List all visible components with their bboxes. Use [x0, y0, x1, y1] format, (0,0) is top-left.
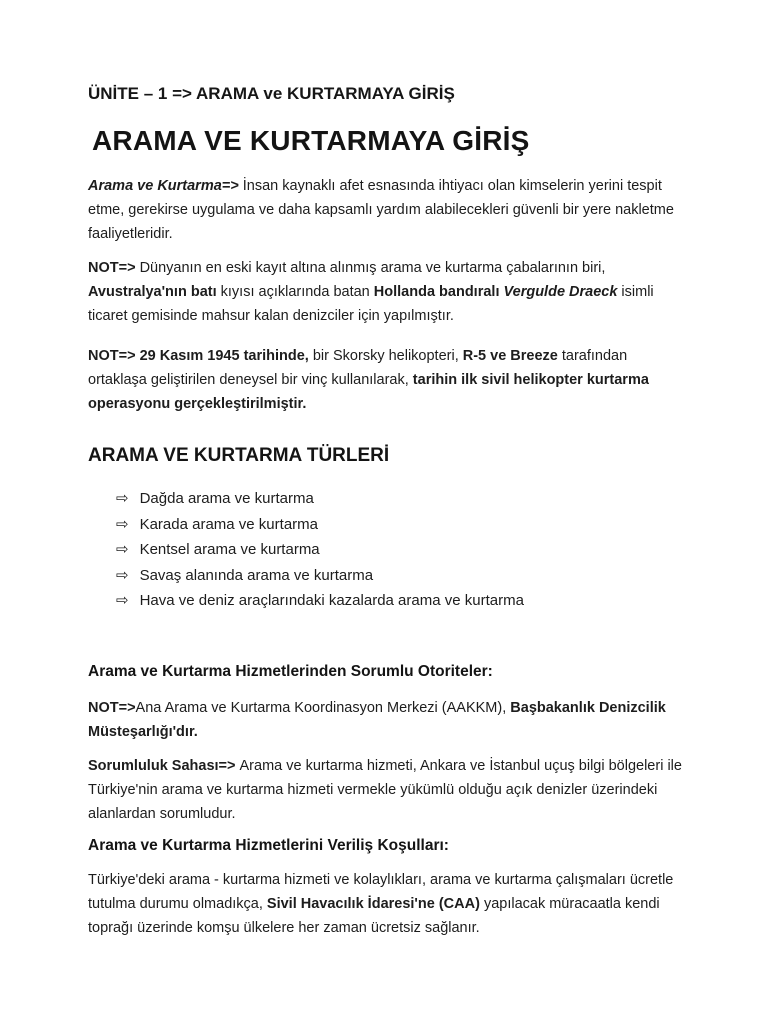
list-item-rescue-type [116, 537, 684, 563]
paragraph-responsibility-area [88, 754, 684, 826]
list-item-label: Karada arama ve kurtarma [139, 515, 318, 533]
paragraph-definition [88, 174, 684, 246]
note-oldest-rescue [88, 256, 684, 328]
definition-lead-label: Arama ve Kurtarma=> [88, 178, 243, 194]
list-item-rescue-type [116, 512, 684, 538]
list-item-label: Dağda arama ve kurtarma [139, 490, 314, 507]
text-run: Ana Arama ve Kurtarma Koordinasyon Merkezi (AAKKM), [135, 699, 511, 716]
list-item-label: Hava ve deniz araçlarındaki kazalarda arama ve kurtarma [139, 592, 524, 609]
arrow-bullet-icon: ⇨ [116, 514, 129, 533]
text-run: Hollanda bandıralı [373, 284, 504, 300]
document-title: ARAMA VE KURTARMAYA GİRİŞ [92, 125, 530, 156]
section-heading-authorities: Arama ve Kurtarma Hizmetlerinden Sorumlu Otoriteler: [88, 662, 493, 680]
note-lead-label: NOT=> [88, 699, 136, 716]
text-run: Arama ve kurtarma hizmeti, Ankara ve İstanbul uçuş bilgi bölgeleri ile Türkiye'nin arama ve kurtarma hizmeti vermekle yükümlü olduğu açık denizler üzerindeki alanlardan sorumludur. [88, 757, 682, 822]
unit-heading: ÜNİTE – 1 => ARAMA ve KURTARMAYA GİRİŞ [88, 84, 455, 103]
text-run: Sivil Havacılık İdaresi'ne (CAA) [266, 895, 484, 912]
arrow-bullet-icon: ⇨ [116, 565, 129, 584]
text-run: Avustralya'nın batı [88, 284, 221, 300]
text-run: Türkiye'deki arama - kurtarma hizmeti ve kolaylıkları, arama ve kurtarma çalışmaları ücretle tutulma durumu olmadıkça, [88, 871, 674, 912]
list-item-label: Savaş alanında arama ve kurtarma [139, 566, 374, 584]
text-run: bir Skorsky helikopteri, [312, 348, 463, 364]
list-item-rescue-type [116, 588, 684, 614]
text-run: tarafından ortaklaşa geliştirilen deneysel bir vinç kullanılarak, [88, 348, 628, 388]
note-authorities [88, 696, 684, 744]
text-run: isimli ticaret gemisinde mahsur kalan denizciler için yapılmıştır. [88, 284, 654, 324]
text-run: Dünyanın en eski kayıt altına alınmış arama ve kurtarma çabalarının biri, [139, 260, 606, 276]
list-item-rescue-type [116, 563, 684, 589]
text-run: R-5 ve Breeze [462, 348, 562, 364]
note-lead-label: NOT=> 29 Kasım 1945 tarihinde, [88, 348, 313, 364]
paragraph-service-conditions [88, 868, 684, 940]
arrow-bullet-icon: ⇨ [116, 540, 129, 558]
text-run: İnsan kaynaklı afet esnasında ihtiyacı olan kimselerin yerini tespit etme, gerekirse uygulama ve daha kapsamlı yardım alabilecekleri güvenli bir yere nakletme faaliyetleridir. [88, 178, 674, 242]
rescue-types-list [88, 486, 684, 614]
note-lead-label: NOT=> [88, 260, 140, 276]
text-run: yapılacak müracaatla kendi toprağı üzerinde komşu ülkelere her zaman ücretsiz sağlanır. [88, 895, 660, 936]
ship-name-text: Vergulde Draeck [503, 284, 618, 300]
text-run: Başbakanlık Denizcilik Müsteşarlığı'dır. [88, 699, 666, 740]
arrow-bullet-icon: ⇨ [116, 591, 129, 609]
arrow-bullet-icon: ⇨ [116, 489, 129, 507]
responsibility-lead-label: Sorumluluk Sahası=> [88, 757, 240, 774]
note-first-helicopter-rescue [88, 344, 684, 416]
list-item-rescue-type [116, 486, 684, 512]
section-heading-service-conditions: Arama ve Kurtarma Hizmetlerini Veriliş Koşulları: [88, 836, 449, 854]
text-run: tarihin ilk sivil helikopter kurtarma operasyonu gerçekleştirilmiştir. [88, 372, 649, 412]
text-run: kıyısı açıklarında batan [220, 284, 374, 300]
section-heading-rescue-types: ARAMA VE KURTARMA TÜRLERİ [88, 445, 390, 466]
list-item-label: Kentsel arama ve kurtarma [139, 541, 320, 558]
